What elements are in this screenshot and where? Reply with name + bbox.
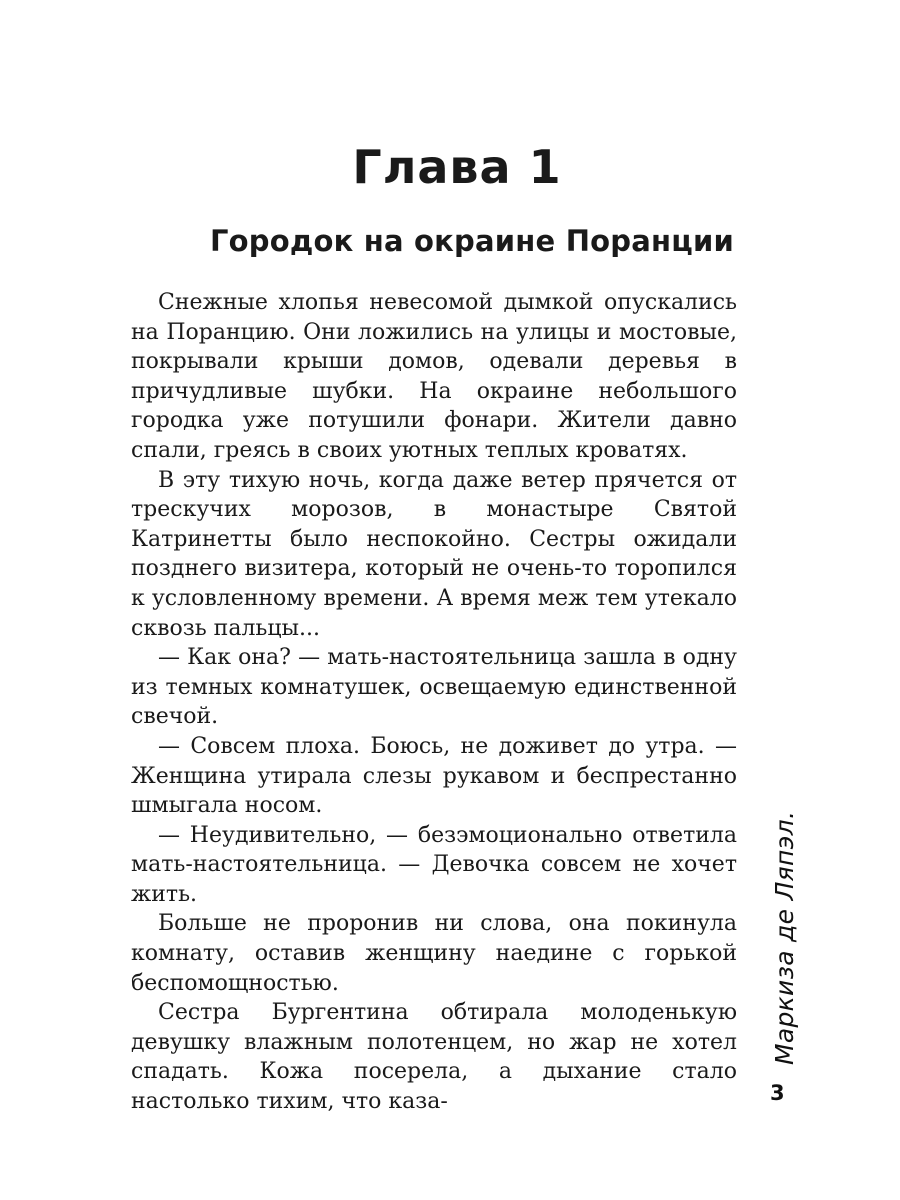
chapter-title: Городок на окраине Поранции xyxy=(209,224,734,258)
paragraph: — Совсем плоха. Боюсь, не доживет до утра. — Женщина утирала слезы рукавом и беспрестанно шмыгала носом. xyxy=(131,733,737,819)
sidebar-author: Маркиза де Ляпэл. xyxy=(770,810,799,1065)
paragraph: — Неудивительно, — безэмоционально ответила мать-настоятельница. — Девочка совсем не хочет жить. xyxy=(131,822,737,907)
body-text xyxy=(131,288,737,1117)
paragraph: Больше не проронив ни слова, она покинула комнату, оставив женщину наедине с горькой беспомощностью. xyxy=(131,911,737,996)
chapter-number: Глава 1 xyxy=(352,140,562,194)
paragraph: Сестра Бургентина обтирала молоденькую девушку влажным полотенцем, но жар не хотел спадать. Кожа посерела, а дыхание стало настолько тихим, что каза- xyxy=(131,1000,737,1115)
paragraph: — Как она? — мать-настоятельница зашла в одну из темных комнатушек, освещаемую единственной свечой. xyxy=(131,645,737,730)
paragraph: Снежные хлопья невесомой дымкой опускались на Поранцию. Они ложились на улицы и мостовые, покрывали крыши домов, одевали деревья в причудливые шубки. На окраине небольшого городка уже потушили фонари. Жители давно спали, греясь в своих уютных теплых кроватях. xyxy=(131,290,737,463)
paragraph: В эту тихую ночь, когда даже ветер прячется от трескучих морозов, в монастыре Святой Катринетты было неспокойно. Сестры ожидали позднего визитера, который не очень-то торопился к условленному времени. А время меж тем утекало сквозь пальцы... xyxy=(131,467,737,641)
page-number: 3 xyxy=(770,1081,785,1105)
